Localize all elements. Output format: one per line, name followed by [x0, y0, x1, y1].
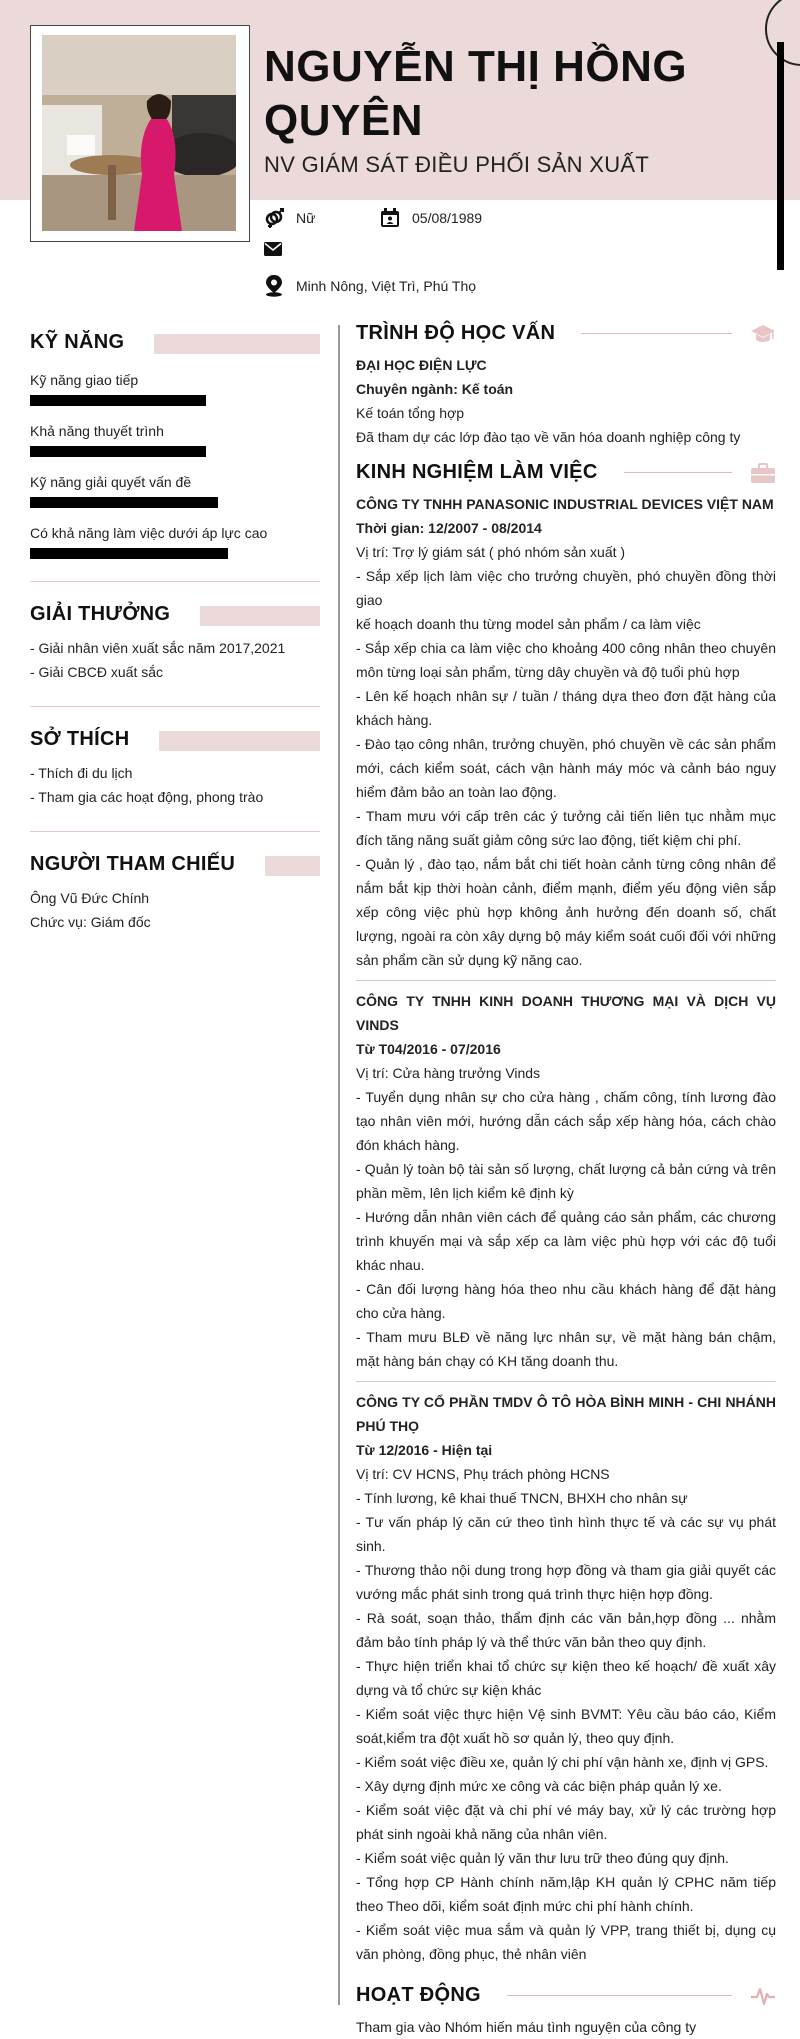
job-detail: - Kiểm soát việc điều xe, quản lý chi phí vận hành xe, định vị GPS.	[356, 1754, 769, 1770]
job-detail: - Kiểm soát việc thực hiện Vệ sinh BVMT: Yêu cầu báo cáo, Kiểm soát,kiểm tra đột xuất hồ sơ quản lý, theo quy định.	[356, 1706, 776, 1746]
skill-name: Có khả năng làm việc dưới áp lực cao	[30, 525, 268, 541]
job-detail: - Kiểm soát việc quản lý văn thư lưu trữ theo đúng quy định.	[356, 1850, 729, 1866]
job-detail: - Thương thảo nội dung trong hợp đồng và tham gia giải quyết các vướng mắc phát sinh trong quá trình thực hiện hợp đồng.	[356, 1562, 776, 1602]
skill-item	[30, 525, 320, 559]
job-detail: - Kiểm soát việc mua sắm và quản lý VPP, trang thiết bị, dụng cụ văn phòng, đồng phục, thẻ nhân viên	[356, 1922, 776, 1962]
skill-level-bar	[30, 446, 206, 457]
job-detail: - Sắp xếp lịch làm việc cho trưởng chuyền, phó chuyền đồng thời giao	[356, 568, 776, 608]
column-divider	[338, 325, 340, 2005]
heading-accent	[159, 731, 320, 751]
activity-line: Tham gia vào Nhóm hiến máu tình nguyện của công ty	[356, 2019, 697, 2035]
major: Chuyên ngành: Kế toán	[356, 381, 514, 397]
reference-item: Chức vụ: Giám đốc	[30, 914, 151, 930]
skill-level-bar	[30, 548, 228, 559]
job-detail: - Quản lý , đào tạo, nắm bắt chi tiết hoàn cảnh từng công nhân để nắm bắt kịp thời hoàn cảnh, điểm mạnh, điểm yếu động viên sắp xếp công việc phù hợp không ảnh hưởng đến doanh số, chất lượng, ngoài ra còn xây dựng bộ máy kiểm soát cuối đối với những sản phẩm cần sử dụng kỹ năng cao.	[356, 856, 776, 968]
company-name: CÔNG TY TNHH PANASONIC INDUSTRIAL DEVICES VIỆT NAM	[356, 496, 774, 512]
hobby-item: - Tham gia các hoạt động, phong trào	[30, 789, 264, 805]
job-detail: - Tham mưu với cấp trên các ý tưởng cải tiến liên tục nhằm mục đích tăng năng suất giảm công sức lao động, tiết kiệm chi phí.	[356, 808, 776, 848]
job-detail: - Xây dựng định mức xe công và các biện pháp quản lý xe.	[356, 1778, 722, 1794]
job-detail: - Tuyển dụng nhân sự cho cửa hàng , chấm công, tính lương đào tạo nhân viên mới, hướng dẫn cách sắp xếp hàng hóa, cách chào đón khách hàng.	[356, 1089, 776, 1153]
gender-info	[264, 208, 315, 228]
heading-accent	[200, 606, 320, 626]
reference-item: Ông Vũ Đức Chính	[30, 890, 150, 906]
skill-item	[30, 423, 320, 457]
dob-info	[380, 208, 482, 228]
job-period: Từ T04/2016 - 07/2016	[356, 1041, 501, 1057]
job-period: Thời gian: 12/2007 - 08/2014	[356, 520, 542, 536]
job-detail: - Kiểm soát việc đặt và chi phí vé máy bay, xử lý các trường hợp phát sinh ngoài khả năng của nhân viên.	[356, 1802, 776, 1842]
education-line: Kế toán tổng hợp	[356, 405, 465, 421]
section-separator	[30, 831, 320, 832]
job-detail: - Thực hiện triển khai tổ chức sự kiện theo kế hoạch/ đề xuất xây dựng và tổ chức sự kiện khác	[356, 1658, 776, 1698]
gender-value: Nữ	[296, 210, 316, 226]
heading-accent	[154, 334, 320, 354]
job-detail: Vị trí: Cửa hàng trưởng Vinds	[356, 1065, 541, 1081]
skill-level-bar	[30, 395, 206, 406]
references-heading	[30, 852, 320, 876]
job-detail: kế hoạch doanh thu từng model sản phẩm / ca làm việc	[356, 616, 701, 632]
profile-photo	[42, 35, 236, 231]
skill-name: Khả năng thuyết trình	[30, 423, 164, 439]
briefcase-icon	[750, 462, 776, 484]
hobby-item: - Thích đi du lịch	[30, 765, 133, 781]
calendar-icon	[380, 208, 400, 228]
email-info	[264, 242, 294, 256]
job-detail: - Lên kế hoạch nhân sự / tuần / tháng dựa theo đơn đặt hàng của khách hàng.	[356, 688, 776, 728]
awards-heading-text: GIẢI THƯỞNG	[30, 602, 171, 625]
email-icon	[264, 242, 282, 256]
job-entry	[356, 492, 776, 972]
job-detail: - Sắp xếp chia ca làm việc cho khoảng 400 công nhân theo chuyên môn từng loại sản phẩm, từng dây chuyền và độ tuổi phù hợp	[356, 640, 776, 680]
award-item: - Giải nhân viên xuất sắc năm 2017,2021	[30, 640, 286, 656]
graduation-cap-icon	[750, 323, 776, 345]
job-detail: - Đào tạo công nhân, trưởng chuyền, phó chuyền về các sản phẩm mới, cách kiểm soát, cách vận hành máy móc và cảnh báo nguy hiểm đảm bảo an toàn lao động.	[356, 736, 776, 800]
job-detail: - Cân đối lượng hàng hóa theo nhu cầu khách hàng để đặt hàng cho cửa hàng.	[356, 1281, 776, 1321]
job-separator	[356, 1381, 776, 1382]
skill-name: Kỹ năng giải quyết vấn đề	[30, 474, 192, 490]
job-detail: - Rà soát, soạn thảo, thẩm định các văn bản,hợp đồng ... nhằm đảm bảo tính pháp lý và thể thức văn bản theo quy định.	[356, 1610, 776, 1650]
skill-name: Kỹ năng giao tiếp	[30, 372, 139, 388]
right-column	[356, 322, 776, 2039]
company-name: CÔNG TY TNHH KINH DOANH THƯƠNG MẠI VÀ DỊCH VỤ VINDS	[356, 993, 776, 1033]
skills-heading	[30, 330, 320, 354]
job-entry	[356, 989, 776, 1373]
location-pin-icon	[264, 275, 284, 297]
job-detail: - Tổng hợp CP Hành chính năm,lập KH quản lý CPHC năm tiếp theo Theo dõi, kiểm soát định mức chi phí hành chính.	[356, 1874, 776, 1914]
experience-heading	[356, 461, 776, 484]
address-info	[264, 275, 476, 297]
references-heading-text: NGƯỜI THAM CHIẾU	[30, 852, 236, 875]
job-detail: - Tính lương, kê khai thuế TNCN, BHXH cho nhân sự	[356, 1490, 688, 1506]
job-entry	[356, 1390, 776, 1966]
hobbies-heading-text: SỞ THÍCH	[30, 727, 130, 750]
job-detail: - Tư vấn pháp lý căn cứ theo tình hình thực tế và các sự vụ phát sinh.	[356, 1514, 776, 1554]
address-value: Minh Nông, Việt Trì, Phú Thọ	[296, 278, 477, 294]
job-period: Từ 12/2016 - Hiện tại	[356, 1442, 493, 1458]
heading-line	[507, 1995, 732, 1996]
decorative-bar	[777, 42, 784, 270]
hobbies-heading	[30, 727, 320, 751]
heading-line	[624, 472, 732, 473]
profile-photo-illustration	[42, 35, 236, 231]
activities-heading-text: HOẠT ĐỘNG	[356, 1984, 481, 2006]
section-separator	[30, 581, 320, 582]
skill-level-bar	[30, 497, 218, 508]
dob-value: 05/08/1989	[412, 210, 483, 226]
education-heading-text: TRÌNH ĐỘ HỌC VẤN	[356, 322, 556, 344]
award-item: - Giải CBCĐ xuất sắc	[30, 664, 164, 680]
school-name: ĐẠI HỌC ĐIỆN LỰC	[356, 357, 487, 373]
job-detail: Vị trí: CV HCNS, Phụ trách phòng HCNS	[356, 1466, 610, 1482]
job-detail: - Quản lý toàn bộ tài sản số lượng, chất lượng cả bản cứng và trên phần mềm, lên lịch kiểm kê định kỳ	[356, 1161, 776, 1201]
gender-icon	[264, 208, 284, 228]
heading-line	[581, 333, 732, 334]
section-separator	[30, 706, 320, 707]
job-detail: - Tham mưu BLĐ về năng lực nhân sự, về mặt hàng bán chậm, mặt hàng bán chạy có KH tăng doanh thu.	[356, 1329, 776, 1369]
experience-heading-text: KINH NGHIỆM LÀM VIỆC	[356, 461, 598, 483]
skill-item	[30, 474, 320, 508]
activities-heading	[356, 1984, 776, 2007]
left-column	[30, 330, 320, 934]
skill-item	[30, 372, 320, 406]
education-line: Đã tham dự các lớp đào tạo về văn hóa doanh nghiệp công ty	[356, 429, 741, 445]
job-separator	[356, 980, 776, 981]
job-detail: Vị trí: Trợ lý giám sát ( phó nhóm sản xuất )	[356, 544, 626, 560]
candidate-name: NGUYỄN THỊ HỒNG QUYÊN	[264, 42, 688, 145]
education-heading	[356, 322, 776, 345]
activity-pulse-icon	[750, 1985, 776, 2007]
job-detail: - Hướng dẫn nhân viên cách để quảng cáo sản phẩm, các chương trình khuyến mại và sắp xếp ca làm việc phù hợp với các độ tuổi khác nhau.	[356, 1209, 776, 1273]
awards-heading	[30, 602, 320, 626]
job-title: NV GIÁM SÁT ĐIỀU PHỐI SẢN XUẤT	[264, 152, 650, 177]
skills-heading-text: KỸ NĂNG	[30, 330, 125, 353]
heading-accent	[265, 856, 320, 876]
company-name: CÔNG TY CỔ PHẦN TMDV Ô TÔ HÒA BÌNH MINH - CHI NHÁNH PHÚ THỌ	[356, 1394, 776, 1434]
